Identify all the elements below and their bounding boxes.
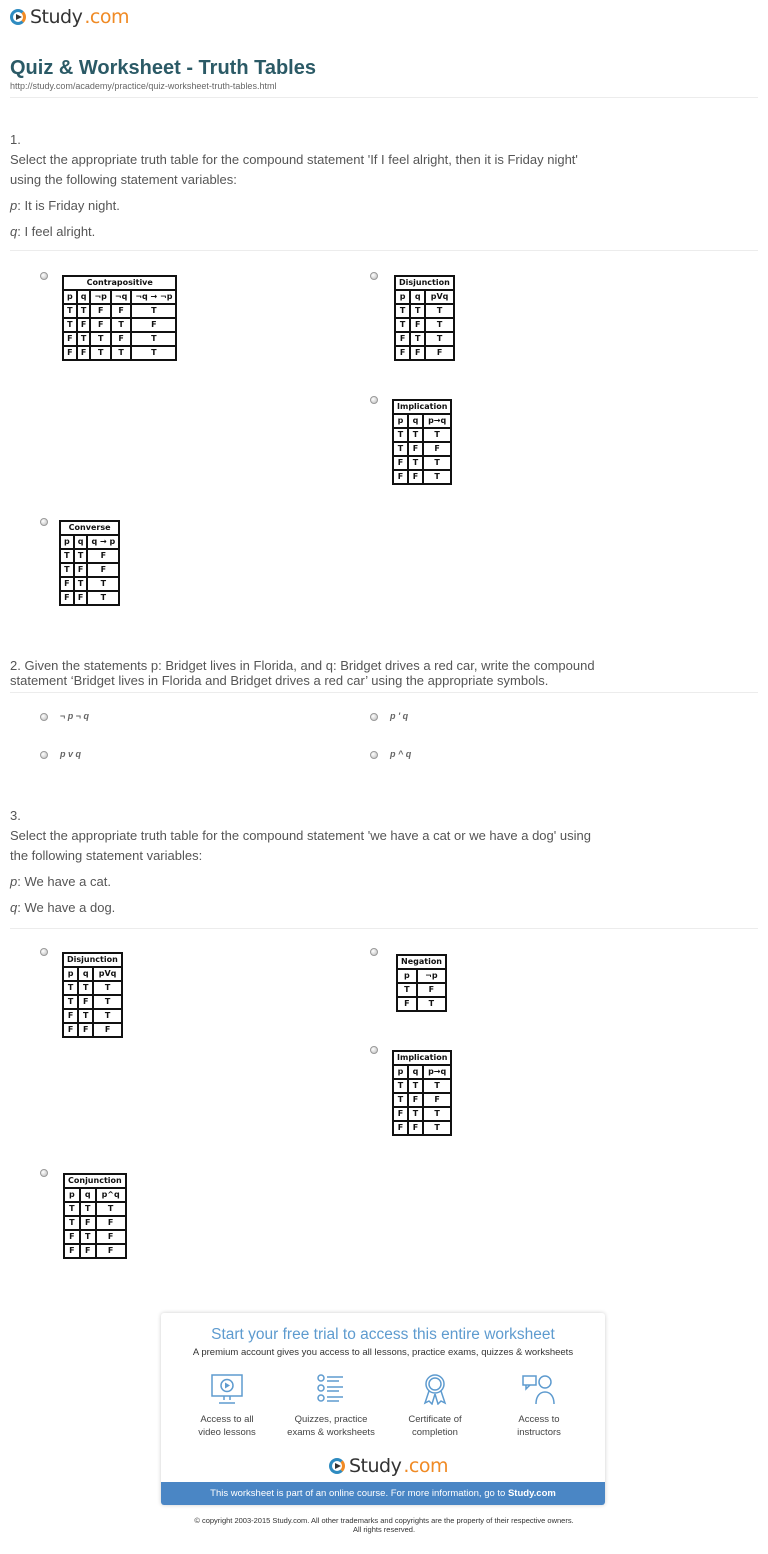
table-row bbox=[60, 549, 119, 563]
column-header: p→q bbox=[423, 414, 452, 428]
table-cell: F bbox=[63, 332, 77, 346]
column-header: p bbox=[397, 969, 417, 983]
table-header-row bbox=[397, 969, 446, 983]
table-cell: F bbox=[90, 318, 110, 332]
q3-option-d-radio[interactable] bbox=[40, 1169, 48, 1177]
table-cell: T bbox=[393, 442, 408, 456]
table-cell: F bbox=[64, 1244, 80, 1258]
table-cell: T bbox=[96, 1202, 126, 1216]
table-title-row bbox=[395, 276, 454, 290]
table-cell: T bbox=[74, 577, 88, 591]
column-header: p bbox=[63, 290, 77, 304]
table-row bbox=[393, 470, 451, 484]
q2-option-d-label[interactable]: p ^ q bbox=[390, 749, 412, 759]
table-row bbox=[60, 563, 119, 577]
table-cell: T bbox=[395, 318, 410, 332]
table-cell: F bbox=[78, 1023, 93, 1037]
q3-option-a-radio[interactable] bbox=[40, 948, 48, 956]
feature-instructors: Access to instructors bbox=[484, 1373, 594, 1439]
column-header: p bbox=[63, 967, 78, 981]
table-cell: F bbox=[64, 1230, 80, 1244]
table-cell: T bbox=[423, 428, 452, 442]
feature-video-lessons: Access to all video lessons bbox=[172, 1373, 282, 1439]
table-cell: T bbox=[80, 1230, 96, 1244]
table-cell: F bbox=[63, 1009, 78, 1023]
table-row bbox=[397, 997, 446, 1011]
promo-study-logo[interactable]: Study .com bbox=[329, 1455, 448, 1477]
table-row bbox=[393, 1121, 451, 1135]
table-row bbox=[63, 1009, 122, 1023]
table-row bbox=[60, 591, 119, 605]
table-header-row bbox=[63, 967, 122, 981]
table-cell: F bbox=[397, 997, 417, 1011]
q3-option-d-table bbox=[63, 1173, 127, 1259]
table-title-row bbox=[393, 1051, 451, 1065]
q1-option-a-table bbox=[62, 275, 177, 361]
column-header: p bbox=[395, 290, 410, 304]
table-cell: T bbox=[93, 981, 121, 995]
table-cell: T bbox=[423, 1079, 452, 1093]
table-header-row bbox=[393, 1065, 451, 1079]
table-cell: T bbox=[63, 318, 77, 332]
monitor-play-icon bbox=[210, 1373, 244, 1405]
table-cell: T bbox=[425, 304, 453, 318]
table-title-row bbox=[397, 955, 446, 969]
q3-option-c-radio[interactable] bbox=[370, 1046, 378, 1054]
truth-table bbox=[392, 1050, 452, 1136]
table-cell: T bbox=[423, 1107, 452, 1121]
column-header: ¬q → ¬p bbox=[131, 290, 176, 304]
table-cell: F bbox=[393, 470, 408, 484]
q3-option-b-radio[interactable] bbox=[370, 948, 378, 956]
instructor-chat-icon bbox=[522, 1373, 556, 1405]
table-title: Disjunction bbox=[63, 953, 122, 967]
table-cell: T bbox=[111, 318, 131, 332]
table-title: Conjunction bbox=[64, 1174, 126, 1188]
table-row bbox=[393, 428, 451, 442]
truth-table bbox=[62, 275, 177, 361]
table-cell: T bbox=[131, 346, 176, 360]
table-row bbox=[393, 1079, 451, 1093]
table-row bbox=[393, 456, 451, 470]
question-3: 3. Select the appropriate truth table for the compound statement 'we have a cat or we have a dog' using the following statement variables: p: We have a cat. q: We have a dog. bbox=[10, 808, 591, 915]
q1-option-b-radio[interactable] bbox=[370, 272, 378, 280]
table-row bbox=[63, 981, 122, 995]
q1-option-d-radio[interactable] bbox=[40, 518, 48, 526]
truth-table bbox=[396, 954, 447, 1012]
table-cell: F bbox=[87, 549, 119, 563]
table-cell: T bbox=[395, 304, 410, 318]
table-header-row bbox=[395, 290, 454, 304]
promo-title: Start your free trial to access this entire worksheet bbox=[211, 1326, 555, 1343]
column-header: q bbox=[408, 414, 423, 428]
table-cell: T bbox=[408, 1079, 423, 1093]
table-cell: F bbox=[395, 332, 410, 346]
table-cell: F bbox=[60, 591, 74, 605]
divider bbox=[10, 97, 758, 98]
table-cell: T bbox=[425, 318, 453, 332]
q3-option-c-table bbox=[392, 1050, 452, 1136]
table-cell: T bbox=[78, 1009, 93, 1023]
table-row bbox=[393, 1093, 451, 1107]
table-header-row bbox=[64, 1188, 126, 1202]
promo-subtitle: A premium account gives you access to all lessons, practice exams, quizzes & worksheets bbox=[192, 1347, 574, 1358]
table-cell: F bbox=[78, 995, 93, 1009]
table-title-row bbox=[63, 276, 176, 290]
table-row bbox=[63, 1023, 122, 1037]
table-cell: F bbox=[393, 456, 408, 470]
column-header: q → p bbox=[87, 535, 119, 549]
table-cell: F bbox=[417, 983, 446, 997]
q2-option-c-label[interactable]: p v q bbox=[60, 749, 82, 759]
table-cell: T bbox=[87, 577, 119, 591]
table-row bbox=[64, 1216, 126, 1230]
checklist-icon bbox=[314, 1373, 348, 1405]
table-row bbox=[63, 332, 176, 346]
table-cell: T bbox=[423, 470, 452, 484]
table-cell: F bbox=[80, 1244, 96, 1258]
table-cell: T bbox=[393, 1093, 408, 1107]
table-cell: F bbox=[423, 1093, 452, 1107]
table-cell: T bbox=[397, 983, 417, 997]
column-header: pVq bbox=[425, 290, 453, 304]
table-cell: F bbox=[74, 563, 88, 577]
table-cell: T bbox=[410, 304, 425, 318]
table-cell: F bbox=[60, 577, 74, 591]
table-cell: T bbox=[77, 332, 91, 346]
award-ribbon-icon bbox=[418, 1373, 452, 1405]
q2-option-b-label[interactable]: p ' q bbox=[390, 711, 409, 721]
column-header: ¬p bbox=[417, 969, 446, 983]
table-cell: T bbox=[64, 1202, 80, 1216]
play-logo-icon bbox=[329, 1458, 345, 1474]
truth-table bbox=[394, 275, 455, 361]
table-cell: F bbox=[393, 1121, 408, 1135]
table-cell: T bbox=[78, 981, 93, 995]
table-cell: T bbox=[131, 304, 176, 318]
column-header: p→q bbox=[423, 1065, 452, 1079]
page-title: Quiz & Worksheet - Truth Tables bbox=[10, 57, 316, 79]
column-header: p bbox=[393, 1065, 408, 1079]
table-cell: F bbox=[63, 346, 77, 360]
table-cell: F bbox=[395, 346, 410, 360]
table-title: Implication bbox=[393, 1051, 451, 1065]
column-header: p bbox=[60, 535, 74, 549]
table-title-row bbox=[63, 953, 122, 967]
table-cell: F bbox=[410, 346, 425, 360]
table-title-row bbox=[60, 521, 119, 535]
q3-option-a-table bbox=[62, 952, 123, 1038]
page-url: http://study.com/academy/practice/quiz-worksheet-truth-tables.html bbox=[10, 81, 277, 91]
table-cell: F bbox=[96, 1244, 126, 1258]
table-cell: T bbox=[63, 304, 77, 318]
table-row bbox=[395, 346, 454, 360]
table-cell: T bbox=[63, 981, 78, 995]
feature-quizzes: Quizzes, practice exams & worksheets bbox=[276, 1373, 386, 1439]
table-cell: T bbox=[408, 428, 423, 442]
question-2: 2. Given the statements p: Bridget lives in Florida, and q: Bridget drives a red car, write the compound statement ‘Bridget lives in Florida and Bridget drives a red car’ using the appropriate symbols. bbox=[10, 658, 595, 688]
table-cell: T bbox=[60, 563, 74, 577]
play-logo-icon bbox=[10, 9, 26, 25]
table-cell: F bbox=[425, 346, 453, 360]
q2-option-b-radio[interactable] bbox=[370, 713, 378, 721]
column-header: ¬p bbox=[90, 290, 110, 304]
table-cell: T bbox=[60, 549, 74, 563]
table-cell: T bbox=[93, 995, 121, 1009]
table-cell: T bbox=[111, 346, 131, 360]
q1-option-c-table bbox=[392, 399, 452, 485]
table-cell: T bbox=[77, 304, 91, 318]
table-cell: F bbox=[87, 563, 119, 577]
table-cell: T bbox=[131, 332, 176, 346]
table-cell: F bbox=[90, 304, 110, 318]
truth-table bbox=[392, 399, 452, 485]
table-cell: F bbox=[393, 1107, 408, 1121]
q1-option-a-radio[interactable] bbox=[40, 272, 48, 280]
table-row bbox=[64, 1230, 126, 1244]
truth-table bbox=[59, 520, 120, 606]
column-header: q bbox=[410, 290, 425, 304]
table-row bbox=[393, 442, 451, 456]
table-cell: F bbox=[77, 318, 91, 332]
table-cell: T bbox=[87, 591, 119, 605]
table-cell: T bbox=[74, 549, 88, 563]
q2-option-d-radio[interactable] bbox=[370, 751, 378, 759]
table-row bbox=[395, 332, 454, 346]
table-cell: T bbox=[63, 995, 78, 1009]
table-cell: F bbox=[408, 470, 423, 484]
table-header-row bbox=[393, 414, 451, 428]
table-title: Converse bbox=[60, 521, 119, 535]
column-header: pVq bbox=[93, 967, 121, 981]
table-cell: T bbox=[425, 332, 453, 346]
table-cell: F bbox=[111, 332, 131, 346]
table-cell: F bbox=[410, 318, 425, 332]
table-cell: T bbox=[64, 1216, 80, 1230]
column-header: p bbox=[64, 1188, 80, 1202]
table-cell: T bbox=[408, 456, 423, 470]
divider bbox=[10, 250, 758, 251]
column-header: q bbox=[78, 967, 93, 981]
table-cell: F bbox=[96, 1230, 126, 1244]
table-row bbox=[397, 983, 446, 997]
table-cell: F bbox=[63, 1023, 78, 1037]
table-cell: T bbox=[393, 1079, 408, 1093]
truth-table bbox=[62, 952, 123, 1038]
table-cell: F bbox=[131, 318, 176, 332]
column-header: q bbox=[77, 290, 91, 304]
table-row bbox=[395, 304, 454, 318]
table-row bbox=[63, 304, 176, 318]
course-info-bar: This worksheet is part of an online course. For more information, go to Study.com bbox=[161, 1482, 605, 1505]
table-cell: T bbox=[410, 332, 425, 346]
divider bbox=[10, 928, 758, 929]
q2-option-a-label[interactable]: ¬ p ¬ q bbox=[60, 711, 90, 721]
question-1: 1. Select the appropriate truth table for the compound statement 'If I feel alright, then it is Friday night' using the following statement variables: p: It is Friday night. q: I feel alright. bbox=[10, 132, 578, 239]
column-header: q bbox=[74, 535, 88, 549]
free-trial-promo bbox=[161, 1313, 605, 1505]
table-row bbox=[63, 318, 176, 332]
table-cell: F bbox=[96, 1216, 126, 1230]
table-row bbox=[60, 577, 119, 591]
table-cell: F bbox=[408, 1093, 423, 1107]
table-title-row bbox=[393, 400, 451, 414]
divider bbox=[10, 692, 758, 693]
table-cell: F bbox=[408, 442, 423, 456]
table-cell: F bbox=[74, 591, 88, 605]
table-title: Disjunction bbox=[395, 276, 454, 290]
table-cell: F bbox=[80, 1216, 96, 1230]
table-cell: F bbox=[93, 1023, 121, 1037]
q3-option-b-table bbox=[396, 954, 447, 1012]
table-row bbox=[63, 995, 122, 1009]
column-header: q bbox=[80, 1188, 96, 1202]
table-cell: T bbox=[423, 1121, 452, 1135]
table-header-row bbox=[60, 535, 119, 549]
table-row bbox=[64, 1202, 126, 1216]
table-cell: F bbox=[408, 1121, 423, 1135]
table-title-row bbox=[64, 1174, 126, 1188]
q2-option-c-radio[interactable] bbox=[40, 751, 48, 759]
table-title: Contrapositive bbox=[63, 276, 176, 290]
table-header-row bbox=[63, 290, 176, 304]
table-cell: T bbox=[408, 1107, 423, 1121]
column-header: ¬q bbox=[111, 290, 131, 304]
q1-option-d-table bbox=[59, 520, 120, 606]
table-cell: F bbox=[111, 304, 131, 318]
table-cell: T bbox=[90, 332, 110, 346]
table-cell: T bbox=[80, 1202, 96, 1216]
column-header: p^q bbox=[96, 1188, 126, 1202]
table-title: Negation bbox=[397, 955, 446, 969]
table-title: Implication bbox=[393, 400, 451, 414]
truth-table bbox=[63, 1173, 127, 1259]
table-cell: T bbox=[90, 346, 110, 360]
table-cell: T bbox=[423, 456, 452, 470]
table-cell: F bbox=[77, 346, 91, 360]
table-cell: T bbox=[93, 1009, 121, 1023]
table-cell: F bbox=[423, 442, 452, 456]
table-cell: T bbox=[417, 997, 446, 1011]
table-row bbox=[64, 1244, 126, 1258]
copyright: © copyright 2003-2015 Study.com. All other trademarks and copyrights are the property of their respective owners. All rights reserved. bbox=[194, 1516, 574, 1534]
feature-certificate: Certificate of completion bbox=[380, 1373, 490, 1439]
q1-option-b-table bbox=[394, 275, 455, 361]
table-cell: T bbox=[393, 428, 408, 442]
table-row bbox=[63, 346, 176, 360]
q1-option-c-radio[interactable] bbox=[370, 396, 378, 404]
table-row bbox=[395, 318, 454, 332]
column-header: p bbox=[393, 414, 408, 428]
q2-option-a-radio[interactable] bbox=[40, 713, 48, 721]
table-row bbox=[393, 1107, 451, 1121]
study-link[interactable]: Study.com bbox=[507, 1488, 556, 1499]
column-header: q bbox=[408, 1065, 423, 1079]
study-logo[interactable]: Study .com bbox=[10, 6, 129, 28]
